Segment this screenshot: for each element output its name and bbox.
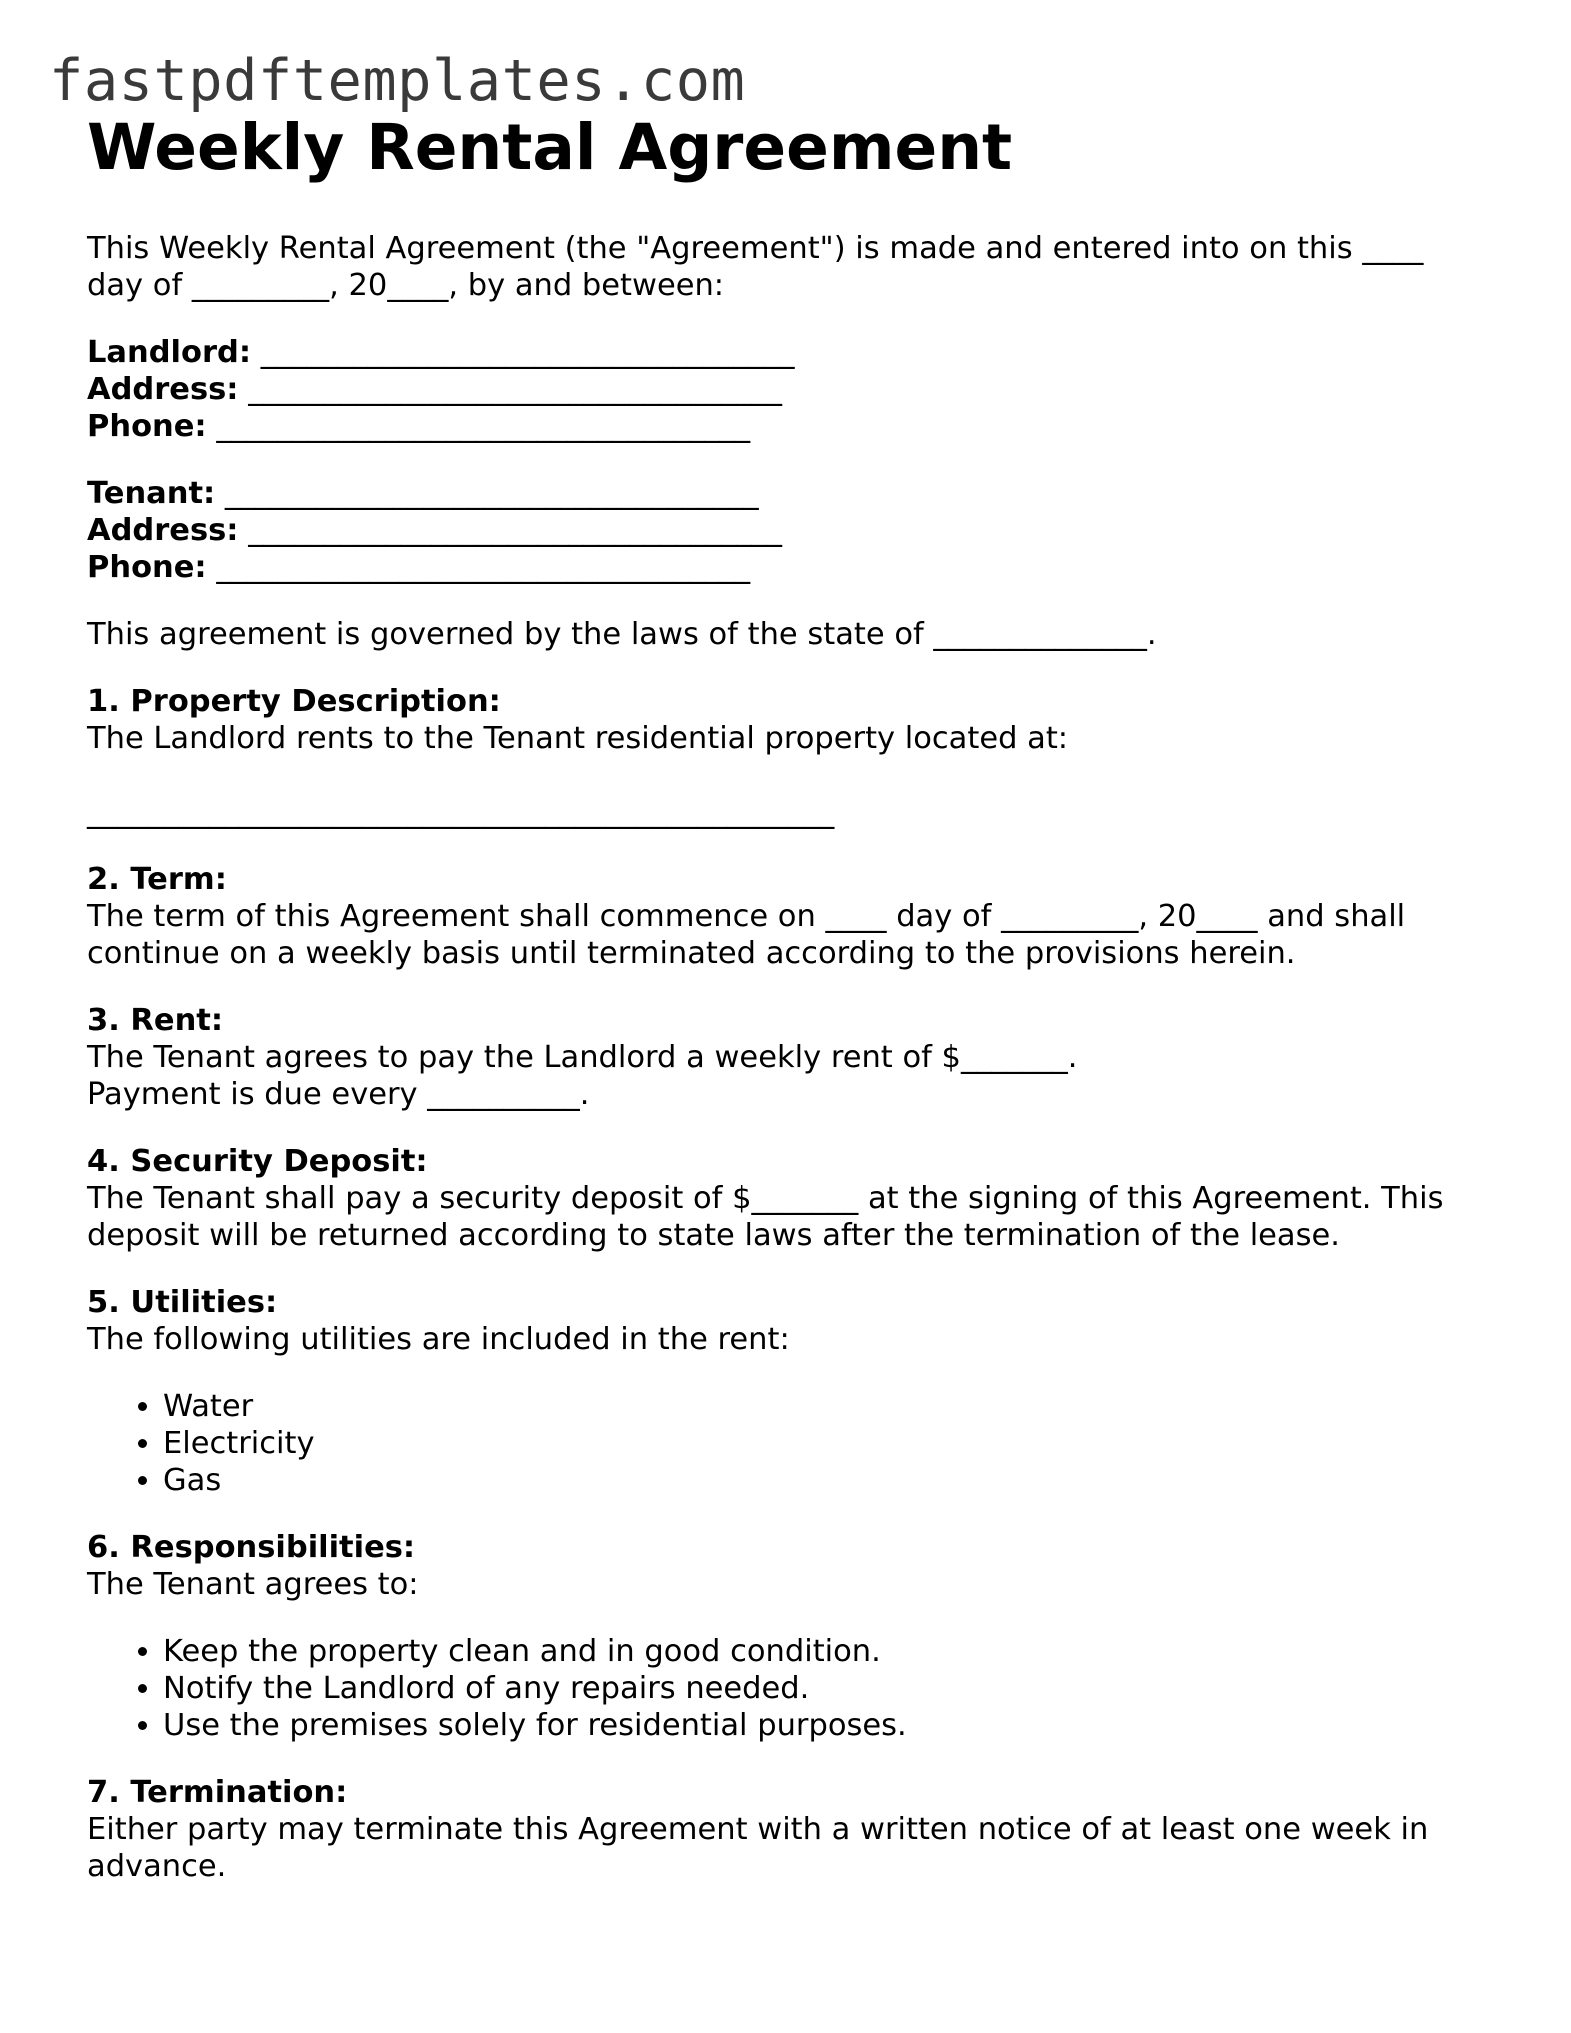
responsibilities-list — [87, 1633, 1487, 1744]
section-title: 6. Responsibilities: — [87, 1530, 416, 1565]
landlord-address-blank: ___________________________________ — [238, 372, 782, 407]
section-responsibilities — [87, 1529, 1487, 1744]
section-line: The term of this Agreement shall commence on ____ day of _________, 20____ and shall — [87, 899, 1406, 934]
section-line: advance. — [87, 1849, 227, 1884]
tenant-address-field — [87, 512, 1487, 549]
tenant-address-label: Address: — [87, 513, 239, 548]
intro-line-1: This Weekly Rental Agreement (the "Agreement") is made and entered into on this ____ — [87, 231, 1424, 266]
section-security-deposit — [87, 1143, 1487, 1254]
tenant-phone-label: Phone: — [87, 550, 207, 585]
tenant-address-blank: ___________________________________ — [238, 513, 782, 548]
landlord-name-blank: ___________________________________ — [251, 335, 795, 370]
tenant-name-blank: ___________________________________ — [215, 476, 759, 511]
governing-law: This agreement is governed by the laws of the state of ______________. — [87, 617, 1157, 652]
list-item: • Keep the property clean and in good condition. — [163, 1633, 1487, 1670]
section-term — [87, 861, 1487, 972]
tenant-block — [87, 475, 1487, 586]
landlord-block — [87, 334, 1487, 445]
section-text: The Landlord rents to the Tenant residential property located at: — [87, 721, 1069, 756]
landlord-name-field — [87, 334, 1487, 371]
document-title: Weekly Rental Agreement — [87, 111, 1013, 184]
section-line: The Tenant agrees to pay the Landlord a weekly rent of $_______. — [87, 1040, 1078, 1075]
list-item: • Water — [163, 1388, 1487, 1425]
tenant-phone-blank: ___________________________________ — [206, 550, 751, 585]
tenant-phone-field — [87, 549, 1487, 586]
list-item: • Electricity — [163, 1425, 1487, 1462]
intro-paragraph — [87, 230, 1487, 304]
section-line: Payment is due every __________. — [87, 1077, 590, 1112]
section-line: deposit will be returned according to state laws after the termination of the lease. — [87, 1218, 1340, 1253]
section-title: 2. Term: — [87, 862, 227, 897]
section-termination — [87, 1774, 1487, 1885]
list-item: • Use the premises solely for residential purposes. — [163, 1707, 1487, 1744]
watermark: fastpdftemplates.com — [49, 48, 746, 114]
section-utilities — [87, 1284, 1487, 1499]
list-item: • Notify the Landlord of any repairs needed. — [163, 1670, 1487, 1707]
landlord-phone-label: Phone: — [87, 409, 207, 444]
section-text: The following utilities are included in the rent: — [87, 1322, 790, 1357]
section-title: 3. Rent: — [87, 1003, 224, 1038]
list-item: • Gas — [163, 1462, 1487, 1499]
landlord-address-label: Address: — [87, 372, 239, 407]
section-line: Either party may terminate this Agreement with a written notice of at least one week in — [87, 1812, 1429, 1847]
utilities-list — [87, 1388, 1487, 1499]
section-rent — [87, 1002, 1487, 1113]
landlord-phone-field — [87, 408, 1487, 445]
landlord-phone-blank: ___________________________________ — [206, 409, 751, 444]
document-page — [87, 108, 1487, 1885]
intro-line-2: day of _________, 20____, by and between: — [87, 268, 725, 303]
property-address-blank: _________________________________________________ — [87, 795, 835, 830]
landlord-name-label: Landlord: — [87, 335, 252, 370]
tenant-name-field — [87, 475, 1487, 512]
landlord-address-field — [87, 371, 1487, 408]
section-line: continue on a weekly basis until terminated according to the provisions herein. — [87, 936, 1296, 971]
section-text: The Tenant agrees to: — [87, 1567, 419, 1602]
section-line: The Tenant shall pay a security deposit of $_______ at the signing of this Agreement. This — [87, 1181, 1444, 1216]
section-title: 4. Security Deposit: — [87, 1144, 428, 1179]
tenant-name-label: Tenant: — [87, 476, 216, 511]
section-property — [87, 683, 1487, 831]
section-title: 5. Utilities: — [87, 1285, 278, 1320]
section-title: 7. Termination: — [87, 1775, 348, 1810]
section-title: 1. Property Description: — [87, 684, 501, 719]
